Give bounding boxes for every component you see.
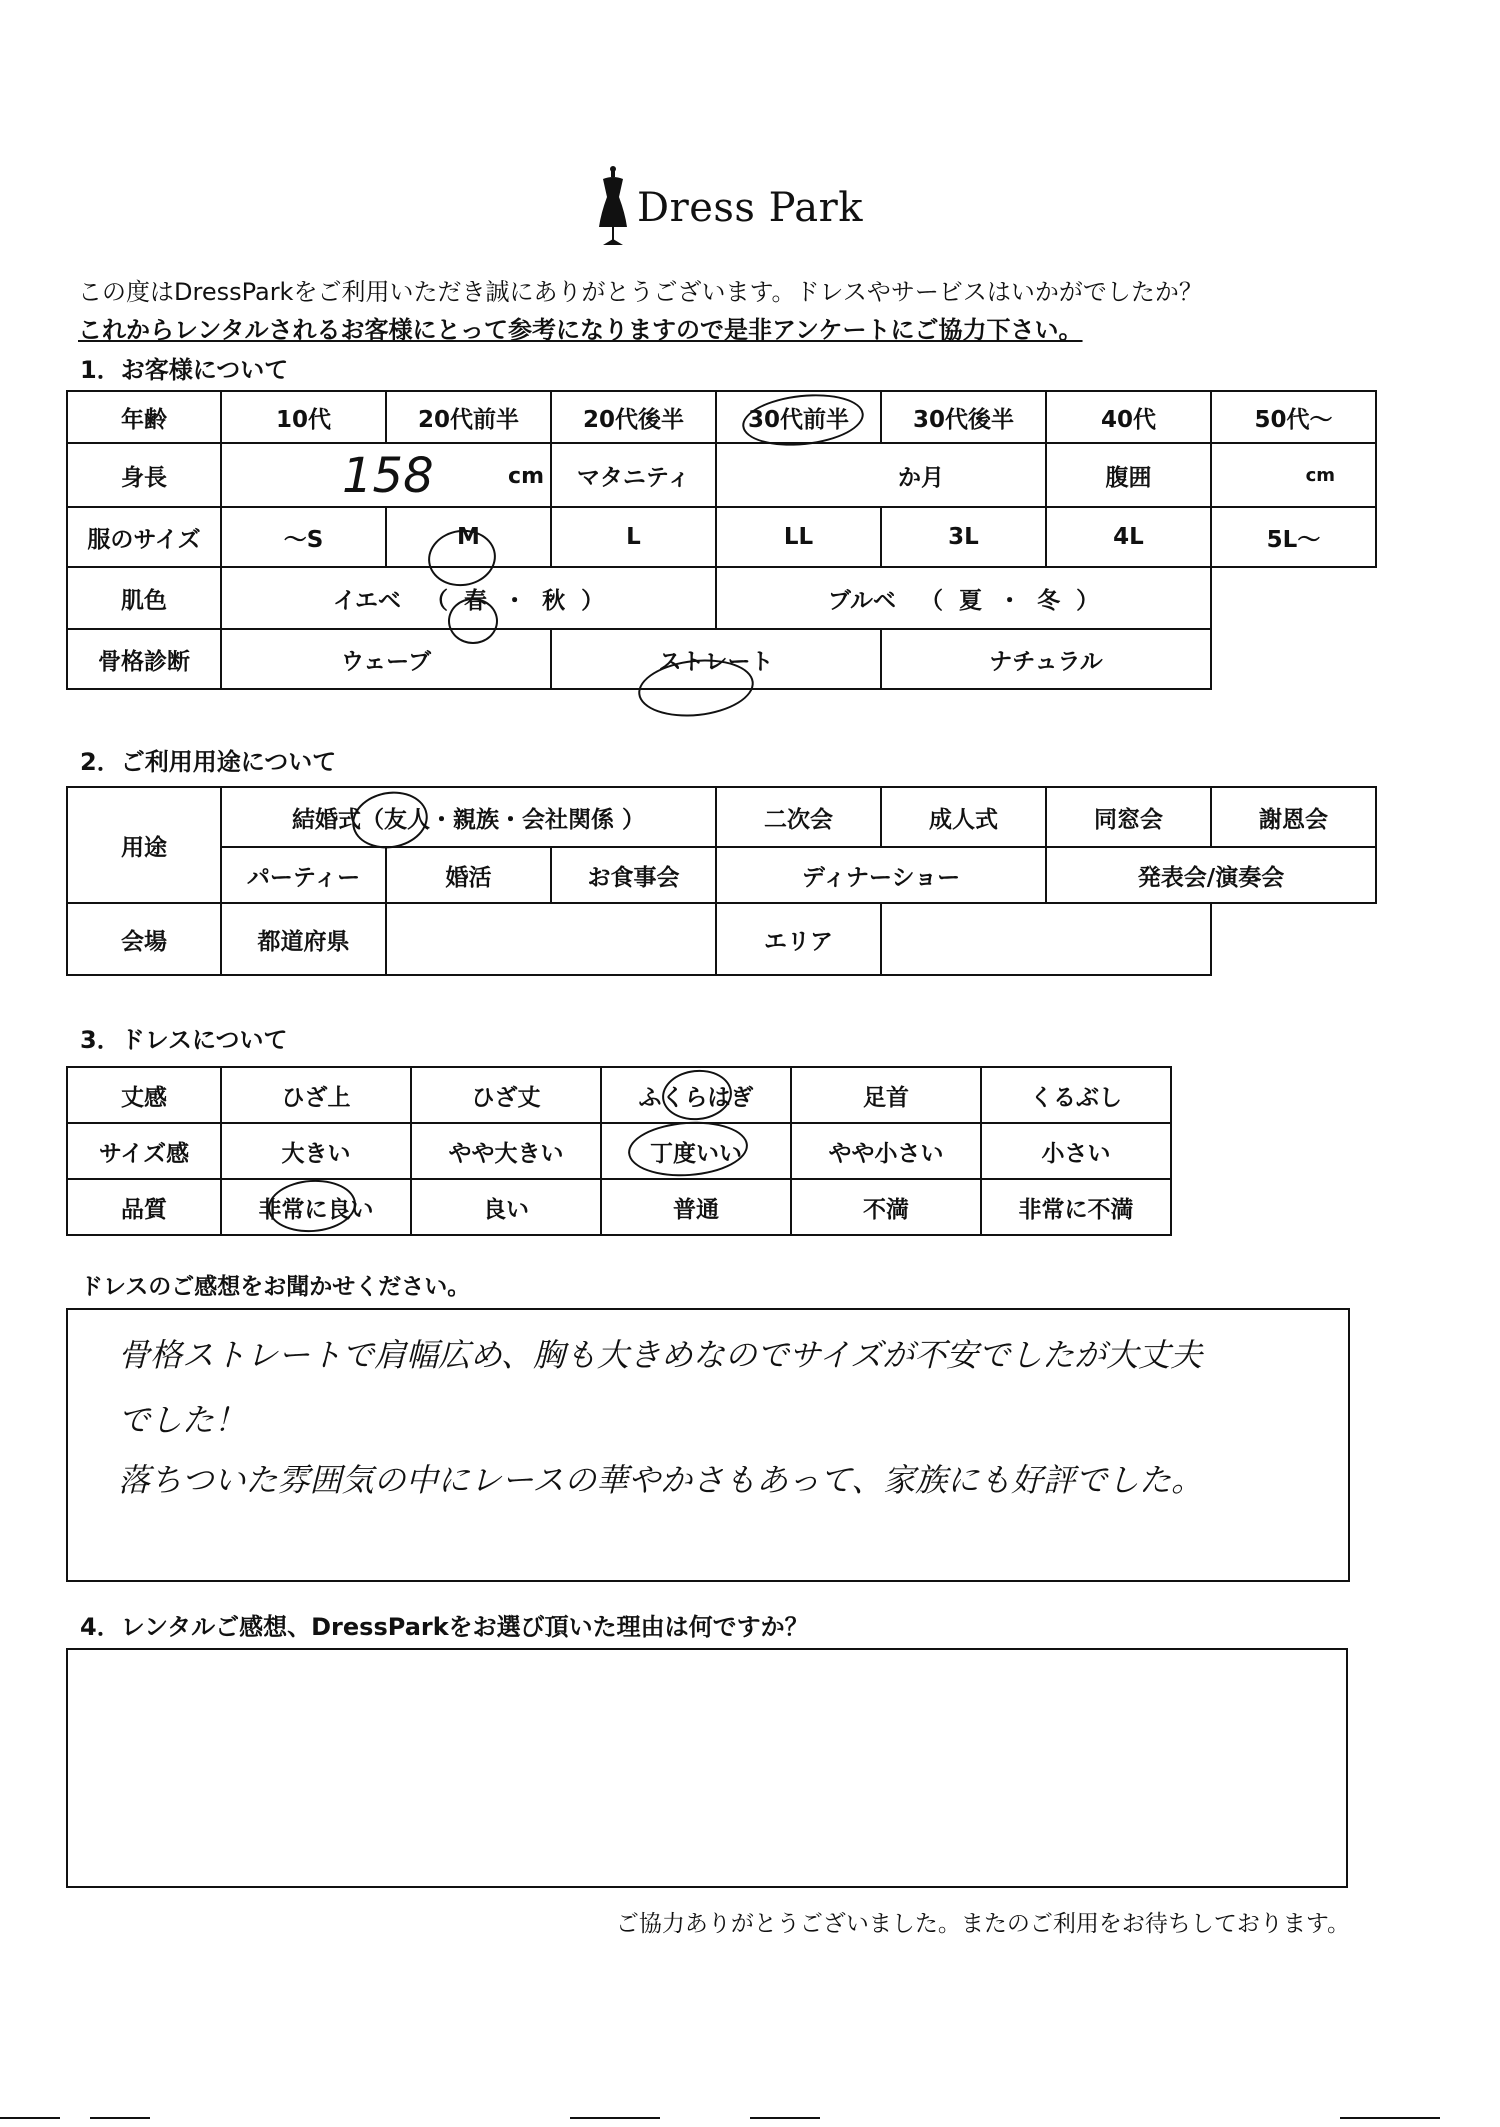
purpose-option[interactable]: 謝恩会: [1211, 787, 1376, 847]
yellow-base-cell[interactable]: [221, 567, 716, 629]
age-row: [67, 391, 1376, 443]
dress-form-icon: [595, 163, 631, 253]
separator: ・: [503, 587, 527, 614]
impressions-title: ドレスのご感想をお聞かせください。: [80, 1274, 471, 1300]
dress-row: [67, 1179, 1171, 1235]
frame-row: [67, 629, 1376, 689]
reason-box[interactable]: [66, 1648, 1348, 1888]
purpose-option[interactable]: 発表会/演奏会: [1046, 847, 1376, 903]
paren-open: （: [425, 587, 449, 614]
fit-option-selected[interactable]: 丁度いい: [601, 1123, 791, 1179]
size-row: [67, 507, 1376, 567]
purpose-row-1: [67, 787, 1376, 847]
dress-row-label: サイズ感: [67, 1123, 221, 1179]
purpose-option[interactable]: 婚活: [386, 847, 551, 903]
size-option[interactable]: L: [551, 507, 716, 567]
height-field[interactable]: [221, 443, 551, 507]
quality-option[interactable]: 非常に不満: [981, 1179, 1171, 1235]
quality-option[interactable]: 普通: [601, 1179, 791, 1235]
maternity-label: マタニティ: [551, 443, 716, 507]
area-label: エリア: [716, 903, 881, 975]
dress-row: [67, 1123, 1171, 1179]
section3-title: 3．ドレスについて: [80, 1026, 288, 1054]
venue-row: [67, 903, 1376, 975]
age-option[interactable]: 40代: [1046, 391, 1211, 443]
size-label: 服のサイズ: [67, 507, 221, 567]
summer-option[interactable]: 夏: [959, 587, 983, 614]
frame-option-selected[interactable]: ストレート: [551, 629, 881, 689]
dress-table: [66, 1066, 1172, 1236]
intro-line-2: これからレンタルされるお客様にとって参考になりますので是非アンケートにご協力下さい。: [78, 316, 1083, 344]
age-option-selected[interactable]: 30代前半: [716, 391, 881, 443]
winter-option[interactable]: 冬: [1037, 587, 1061, 614]
customer-table: [66, 390, 1377, 690]
dresspark-logo: [595, 163, 895, 253]
size-option[interactable]: 5L～: [1211, 507, 1376, 567]
frame-option[interactable]: ウェーブ: [221, 629, 551, 689]
quality-option-selected[interactable]: 非常に良い: [221, 1179, 411, 1235]
area-field[interactable]: [881, 903, 1211, 975]
blue-base-label: ブルベ: [827, 587, 896, 614]
section4-title: 4．レンタルご感想、DressParkをお選び頂いた理由は何ですか？: [80, 1613, 809, 1641]
section1-title: 1．お客様について: [80, 356, 289, 384]
impression-line: 落ちついた雰囲気の中にレースの華やかさもあって、家族にも好評でした。: [118, 1461, 1204, 1499]
waist-unit: cm: [1305, 464, 1335, 486]
purpose-option[interactable]: お食事会: [551, 847, 716, 903]
dress-row-label: 丈感: [67, 1067, 221, 1123]
height-value: 158: [342, 448, 434, 504]
purpose-option[interactable]: ディナーショー: [716, 847, 1046, 903]
quality-option[interactable]: 不満: [791, 1179, 981, 1235]
size-option[interactable]: 3L: [881, 507, 1046, 567]
length-option[interactable]: 足首: [791, 1067, 981, 1123]
purpose-option[interactable]: 同窓会: [1046, 787, 1211, 847]
scan-edge-lines: [0, 2110, 1500, 2122]
size-option-selected[interactable]: M: [386, 507, 551, 567]
paren-open: （: [920, 587, 944, 614]
size-option[interactable]: 4L: [1046, 507, 1211, 567]
waist-field[interactable]: [1211, 443, 1376, 507]
blank-cell: [1211, 567, 1376, 629]
venue-label: 会場: [67, 903, 221, 975]
height-row: [67, 443, 1376, 507]
dress-row: [67, 1067, 1171, 1123]
autumn-option[interactable]: 秋: [542, 587, 566, 614]
age-option[interactable]: 10代: [221, 391, 386, 443]
age-option[interactable]: 30代後半: [881, 391, 1046, 443]
purpose-label: 用途: [67, 787, 221, 903]
intro-line-1: この度はDressParkをご利用いただき誠にありがとうございます。ドレスやサービスはいかがでしたか？: [78, 278, 1203, 306]
blue-base-cell[interactable]: [716, 567, 1211, 629]
frame-option[interactable]: ナチュラル: [881, 629, 1211, 689]
separator: ・: [998, 587, 1022, 614]
size-option[interactable]: LL: [716, 507, 881, 567]
purpose-row-2: [67, 847, 1376, 903]
section2-title: 2．ご利用用途について: [80, 748, 337, 776]
maternity-months-field[interactable]: [716, 443, 1046, 507]
impression-line: でした！: [118, 1401, 247, 1439]
paren-close: ）: [1076, 587, 1100, 614]
age-option[interactable]: 20代前半: [386, 391, 551, 443]
height-label: 身長: [67, 443, 221, 507]
length-option-selected[interactable]: ふくらはぎ: [601, 1067, 791, 1123]
wedding-friend-option[interactable]: 友人: [383, 806, 430, 833]
footer-thanks: ご協力ありがとうございました。またのご利用をお待ちしております。: [615, 1911, 1350, 1937]
blank-cell: [1211, 903, 1376, 975]
length-option[interactable]: くるぶし: [981, 1067, 1171, 1123]
skin-row: [67, 567, 1376, 629]
prefecture-label: 都道府県: [221, 903, 386, 975]
blank-cell: [1211, 629, 1376, 689]
wedding-text-prefix: 結婚式（: [291, 806, 384, 833]
length-option[interactable]: ひざ上: [221, 1067, 411, 1123]
age-label: 年齢: [67, 391, 221, 443]
purpose-option[interactable]: パーティー: [221, 847, 386, 903]
fit-option[interactable]: やや大きい: [411, 1123, 601, 1179]
wedding-option[interactable]: [221, 787, 716, 847]
size-option[interactable]: ～S: [221, 507, 386, 567]
skin-label: 肌色: [67, 567, 221, 629]
wedding-text-suffix: ・親族・会社関係 ）: [429, 806, 645, 833]
fit-option[interactable]: 小さい: [981, 1123, 1171, 1179]
frame-label: 骨格診断: [67, 629, 221, 689]
spring-option[interactable]: 春: [464, 587, 488, 614]
fit-option[interactable]: やや小さい: [791, 1123, 981, 1179]
age-option[interactable]: 50代～: [1211, 391, 1376, 443]
purpose-table: [66, 786, 1377, 976]
fit-option[interactable]: 大きい: [221, 1123, 411, 1179]
length-option[interactable]: ひざ丈: [411, 1067, 601, 1123]
dress-row-label: 品質: [67, 1179, 221, 1235]
purpose-option[interactable]: 成人式: [881, 787, 1046, 847]
waist-label: 腹囲: [1046, 443, 1211, 507]
age-option[interactable]: 20代後半: [551, 391, 716, 443]
height-unit: cm: [508, 464, 544, 489]
yellow-base-label: イエベ: [332, 587, 401, 614]
quality-option[interactable]: 良い: [411, 1179, 601, 1235]
month-unit: か月: [898, 464, 944, 491]
purpose-option[interactable]: 二次会: [716, 787, 881, 847]
logo-wordmark: Dress Park: [637, 185, 863, 231]
impression-line: 骨格ストレートで肩幅広め、胸も大きめなのでサイズが不安でしたが大丈夫: [118, 1336, 1203, 1374]
paren-close: ）: [581, 587, 605, 614]
prefecture-field[interactable]: [386, 903, 716, 975]
